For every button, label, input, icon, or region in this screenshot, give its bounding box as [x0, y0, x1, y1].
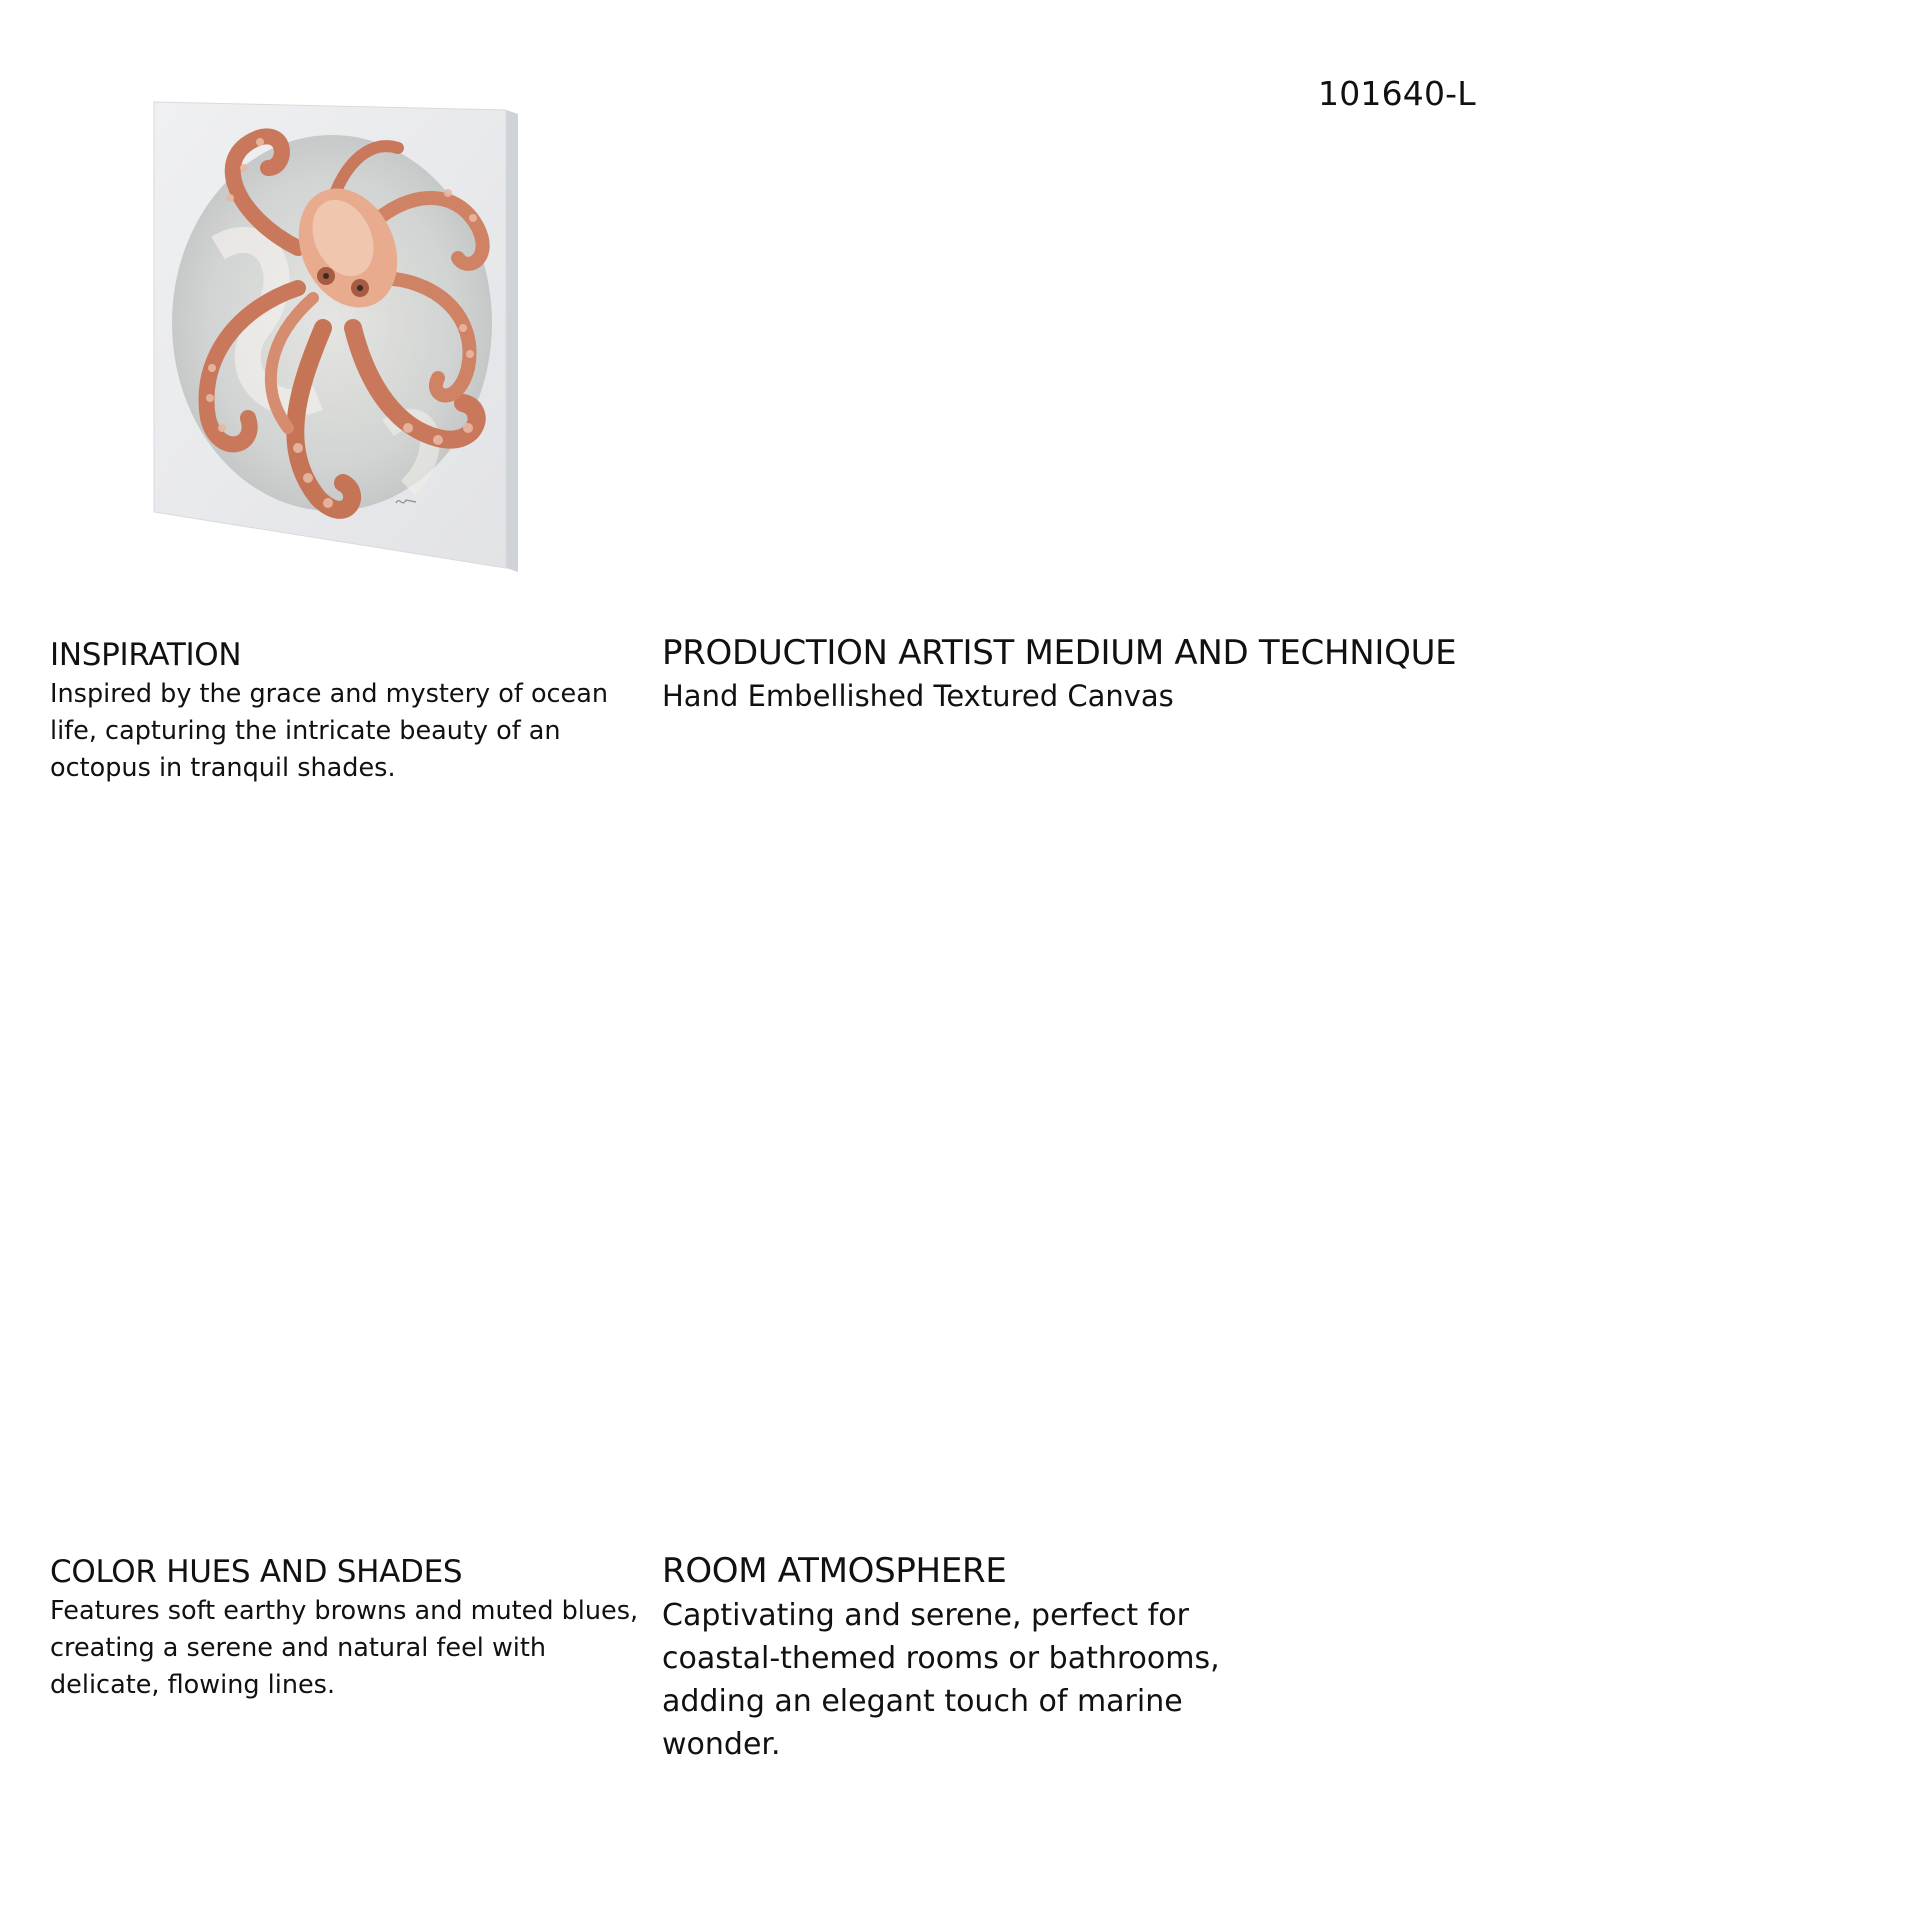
production-text: Hand Embellished Textured Canvas	[662, 679, 1174, 713]
room-heading: ROOM ATMOSPHERE	[662, 1551, 1007, 1591]
room-text: Captivating and serene, perfect for coastal-themed rooms or bathrooms, adding an elegant touch of marine wonder.	[662, 1598, 1220, 1762]
inspiration-heading: INSPIRATION	[50, 637, 242, 673]
octopus-canvas-icon	[148, 98, 528, 578]
production-heading: PRODUCTION ARTIST MEDIUM AND TECHNIQUE	[662, 633, 1457, 673]
room-atmosphere-section	[662, 1550, 1242, 1766]
production-section	[662, 632, 1562, 716]
inspiration-section	[50, 636, 640, 787]
sku-number: 101640-L	[1318, 74, 1476, 113]
color-section	[50, 1553, 650, 1704]
inspiration-text: Inspired by the grace and mystery of ocean life, capturing the intricate beauty of an octopus in tranquil shades.	[50, 679, 609, 783]
product-image	[148, 98, 528, 578]
color-heading: COLOR HUES AND SHADES	[50, 1554, 463, 1590]
color-text: Features soft earthy browns and muted blues, creating a serene and natural feel with delicate, flowing lines.	[50, 1596, 639, 1700]
